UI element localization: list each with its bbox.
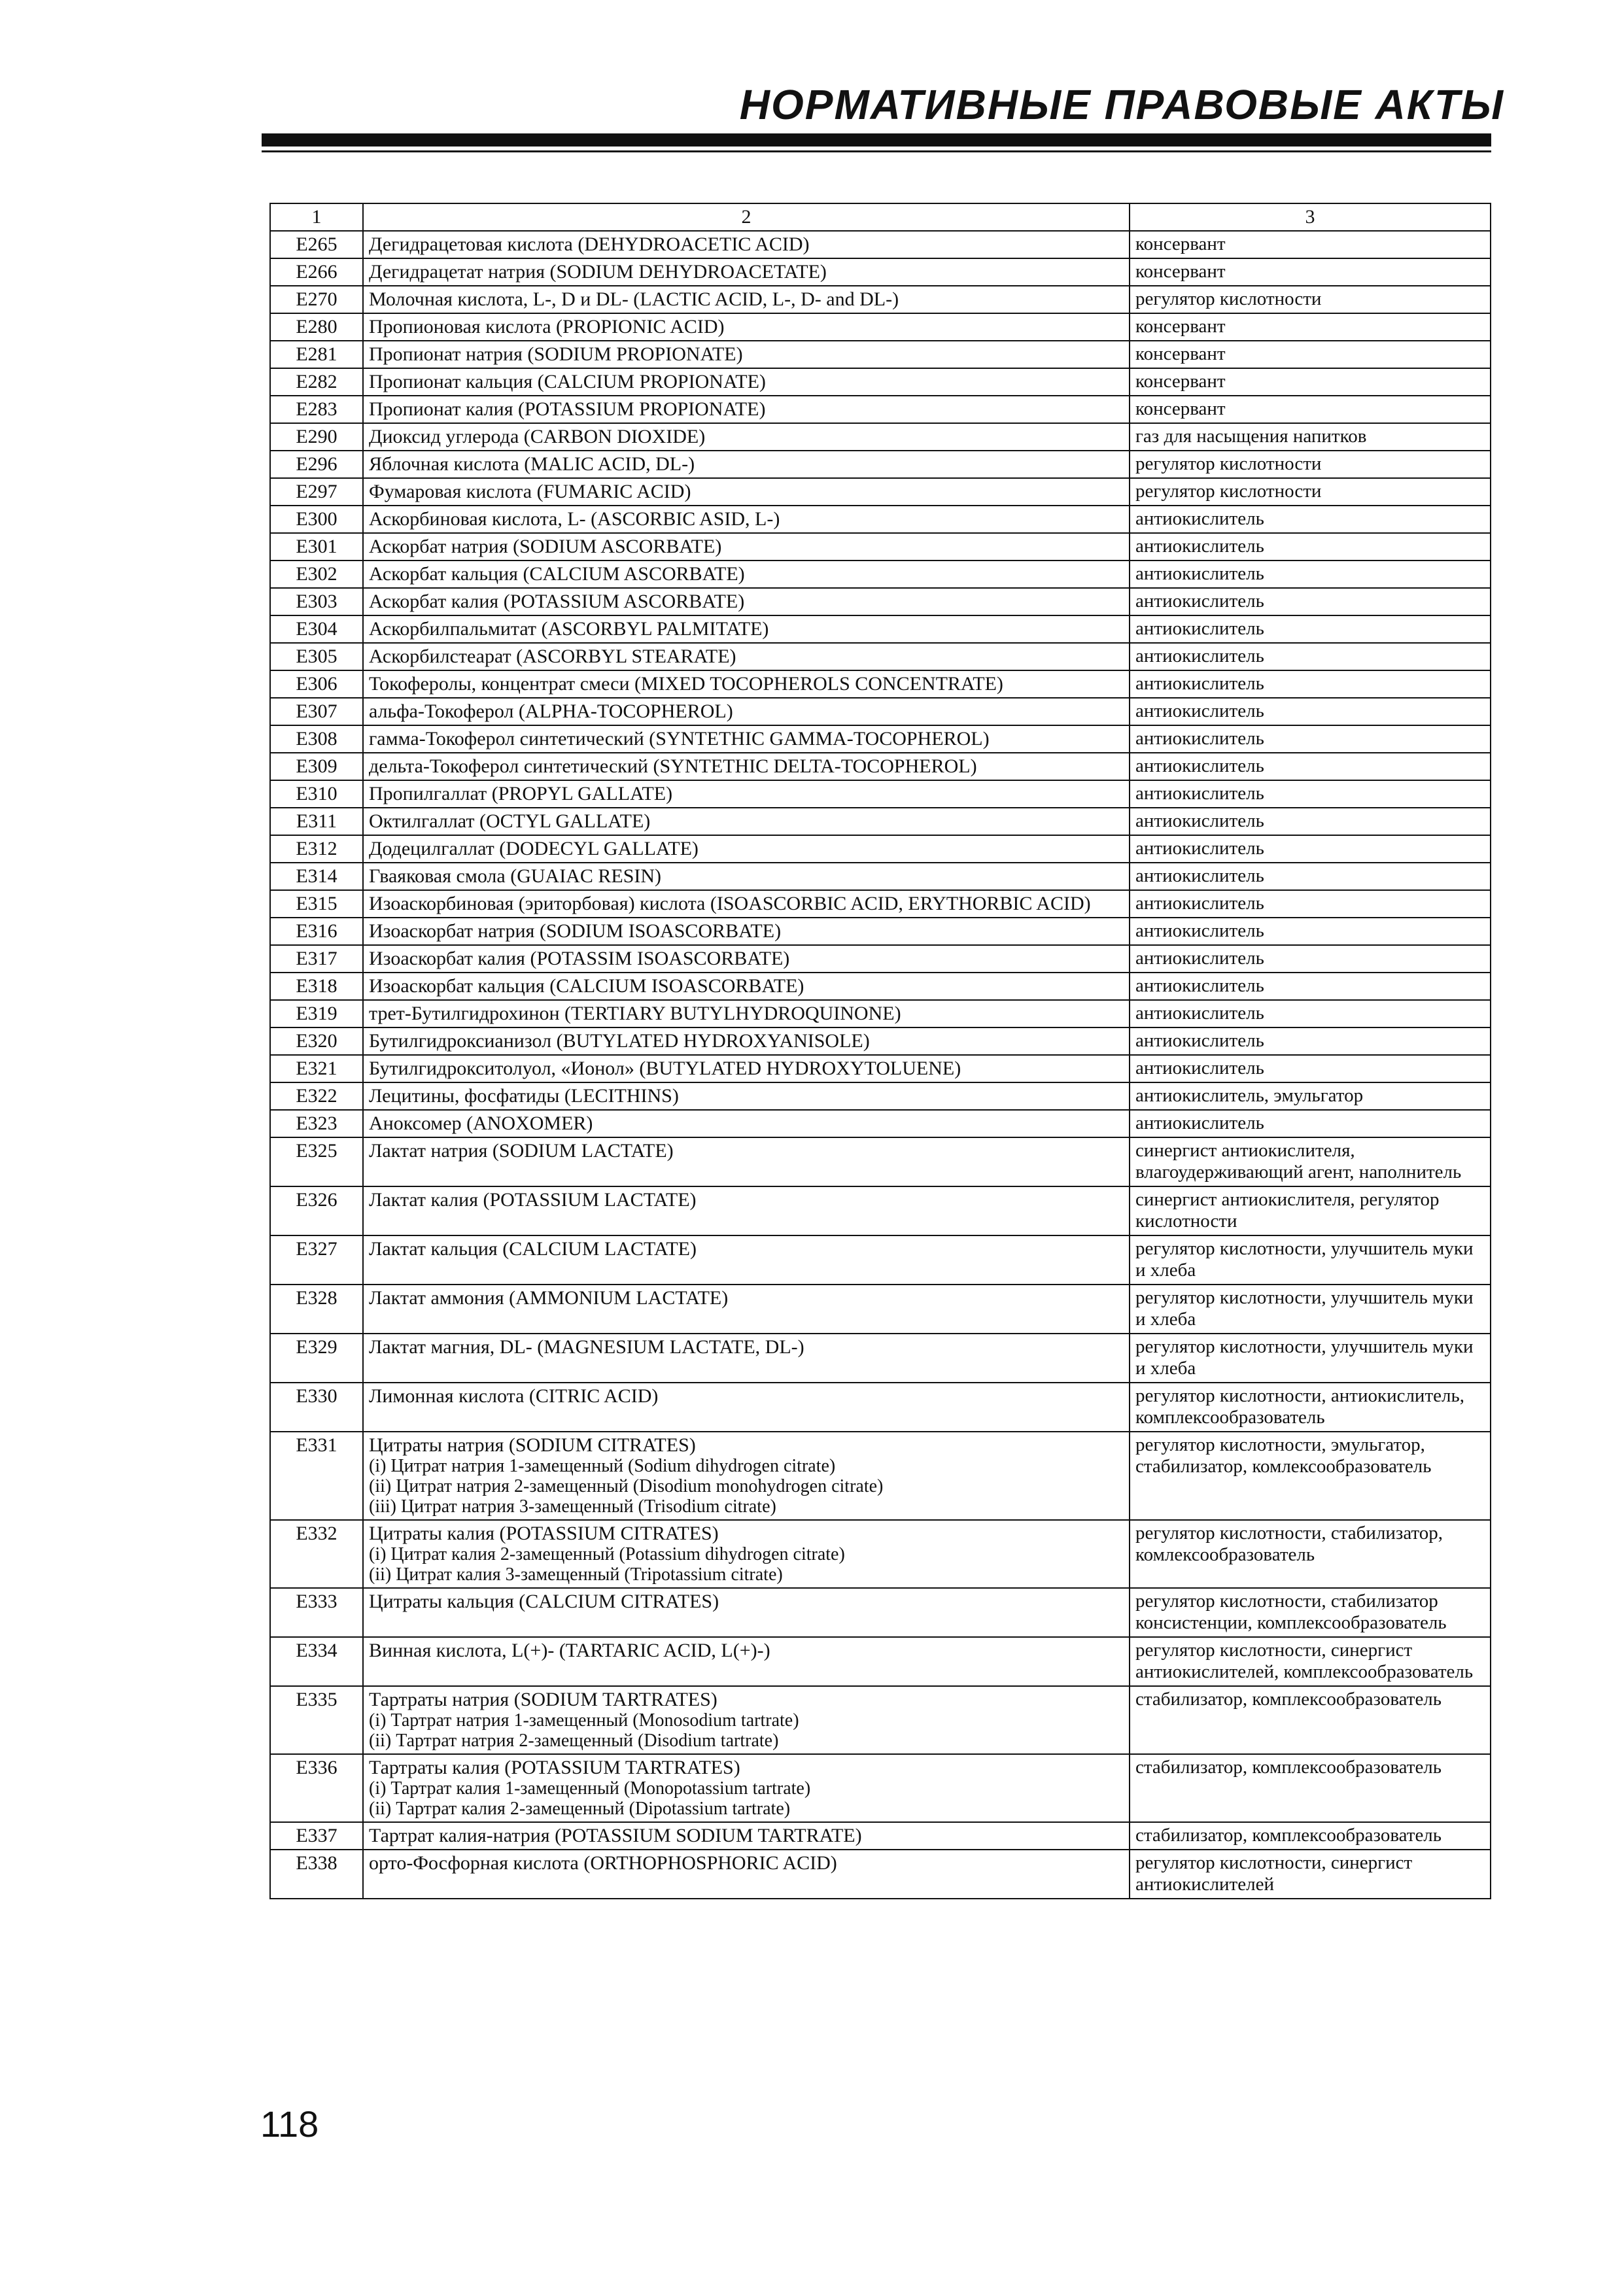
additive-name: Аскорбат натрия (SODIUM ASCORBATE) (369, 536, 722, 557)
additive-function: регулятор кислотности, антиокислитель, комплексообразователь (1130, 1383, 1491, 1432)
additive-name: Изоаскорбиновая (эриторбовая) кислота (ISOASCORBIC ACID, ERYTHORBIC ACID) (369, 893, 1091, 914)
additive-function: консервант (1130, 231, 1491, 258)
additives-table (269, 203, 1491, 1899)
additive-name-cell (363, 561, 1130, 588)
additive-subtype: (ii) Тартрат натрия 2-замещенный (Disodium tartrate) (369, 1731, 779, 1751)
additive-code: E310 (270, 780, 363, 808)
additive-function: стабилизатор, комплексообразователь (1130, 1822, 1491, 1850)
additive-code: E330 (270, 1383, 363, 1432)
additive-name: Фумаровая кислота (FUMARIC ACID) (369, 481, 691, 502)
additive-name-cell (363, 341, 1130, 368)
additive-function: регулятор кислотности, стабилизатор, комлексообразователь (1130, 1520, 1491, 1588)
additive-code: E321 (270, 1055, 363, 1082)
additive-name-cell (363, 451, 1130, 478)
additive-function: антиокислитель (1130, 698, 1491, 725)
additive-code: E314 (270, 863, 363, 890)
additive-code: E305 (270, 643, 363, 670)
table-row (270, 396, 1491, 423)
additive-code: E301 (270, 533, 363, 561)
additive-name: Тартраты натрия (SODIUM TARTRATES) (369, 1689, 717, 1710)
additive-name: Тартраты калия (POTASSIUM TARTRATES) (369, 1757, 740, 1778)
additive-name: Додецилгаллат (DODECYL GALLATE) (369, 838, 699, 859)
additive-code: E304 (270, 615, 363, 643)
additive-subtype: (i) Тартрат натрия 1-замещенный (Monosodium tartrate) (369, 1710, 799, 1731)
additive-name-cell (363, 918, 1130, 945)
table-row (270, 1334, 1491, 1383)
additive-name-cell (363, 1000, 1130, 1027)
table-row (270, 506, 1491, 533)
additive-name-cell (363, 945, 1130, 973)
additive-name-cell (363, 423, 1130, 451)
additive-name-cell (363, 1082, 1130, 1110)
table-row (270, 1588, 1491, 1637)
table-row (270, 231, 1491, 258)
additive-name: Лактат кальция (CALCIUM LACTATE) (369, 1238, 697, 1260)
additive-name: дельта-Токоферол синтетический (SYNTETHIC DELTA-TOCOPHEROL) (369, 755, 977, 777)
additive-name: альфа-Токоферол (ALPHA-TOCOPHEROL) (369, 700, 733, 722)
additive-name: Диоксид углерода (CARBON DIOXIDE) (369, 426, 706, 447)
additive-function: регулятор кислотности, синергист антиокислителей, комплексообразователь (1130, 1637, 1491, 1686)
additive-code: E280 (270, 313, 363, 341)
additive-name-cell (363, 1027, 1130, 1055)
additive-function: синергист антиокислителя, влагоудерживающий агент, наполнитель (1130, 1137, 1491, 1186)
header-rule (262, 133, 1491, 147)
additive-code: E331 (270, 1432, 363, 1520)
additive-code: E323 (270, 1110, 363, 1137)
additive-name-cell (363, 1186, 1130, 1235)
additive-name: Цитраты кальция (CALCIUM CITRATES) (369, 1591, 719, 1612)
additive-name-cell (363, 1383, 1130, 1432)
additive-code: E283 (270, 396, 363, 423)
additive-code: E326 (270, 1186, 363, 1235)
additive-name: Лактат аммония (AMMONIUM LACTATE) (369, 1287, 729, 1309)
column-header-2: 2 (363, 203, 1130, 231)
additive-name-cell (363, 863, 1130, 890)
additive-name-cell (363, 1637, 1130, 1686)
additive-name-cell (363, 615, 1130, 643)
additive-name-cell (363, 1588, 1130, 1637)
additive-name-cell (363, 313, 1130, 341)
table-row (270, 533, 1491, 561)
additive-function: консервант (1130, 368, 1491, 396)
additive-name: Дегидрацетат натрия (SODIUM DEHYDROACETATE) (369, 261, 827, 283)
additive-function: антиокислитель (1130, 643, 1491, 670)
additive-name-cell (363, 753, 1130, 780)
table-row (270, 1754, 1491, 1822)
table-row (270, 918, 1491, 945)
additive-name-cell (363, 643, 1130, 670)
additive-name: Пропионат натрия (SODIUM PROPIONATE) (369, 343, 743, 365)
additive-code: E332 (270, 1520, 363, 1588)
additive-subtype: (ii) Тартрат калия 2-замещенный (Dipotassium tartrate) (369, 1799, 791, 1819)
table-row (270, 423, 1491, 451)
page-number: 118 (260, 2103, 319, 2145)
additive-function: антиокислитель (1130, 1027, 1491, 1055)
additive-name: Лимонная кислота (CITRIC ACID) (369, 1385, 659, 1407)
additive-code: E312 (270, 835, 363, 863)
table-row (270, 753, 1491, 780)
additive-code: E300 (270, 506, 363, 533)
additive-name-cell (363, 368, 1130, 396)
additive-function: газ для насыщения напитков (1130, 423, 1491, 451)
header-rule-thin (262, 150, 1491, 152)
table-row (270, 1110, 1491, 1137)
additive-name: Бутилгидрокситолуол, «Ионол» (BUTYLATED HYDROXYTOLUENE) (369, 1058, 961, 1079)
additive-name-cell (363, 1235, 1130, 1285)
additive-name-cell (363, 1432, 1130, 1520)
additive-name: трет-Бутилгидрохинон (TERTIARY BUTYLHYDROQUINONE) (369, 1003, 901, 1024)
additive-name-cell (363, 725, 1130, 753)
additive-code: E335 (270, 1686, 363, 1754)
additive-subtype: (ii) Цитрат калия 3-замещенный (Tripotassium citrate) (369, 1564, 783, 1585)
additive-name: Лецитины, фосфатиды (LECITHINS) (369, 1085, 679, 1107)
additive-code: E327 (270, 1235, 363, 1285)
additive-function: регулятор кислотности, улучшитель муки и хлеба (1130, 1285, 1491, 1334)
table-row (270, 1520, 1491, 1588)
table-row (270, 1027, 1491, 1055)
additive-name: Пропилгаллат (PROPYL GALLATE) (369, 783, 673, 804)
additive-name: Аскорбиновая кислота, L- (ASCORBIC ASID, L-) (369, 508, 780, 530)
additive-function: регулятор кислотности (1130, 286, 1491, 313)
additive-code: E320 (270, 1027, 363, 1055)
additive-subtype: (iii) Цитрат натрия 3-замещенный (Trisodium citrate) (369, 1496, 776, 1517)
table-row (270, 368, 1491, 396)
table-row (270, 1637, 1491, 1686)
additive-function: антиокислитель (1130, 506, 1491, 533)
additive-function: антиокислитель (1130, 753, 1491, 780)
additive-name-cell (363, 1822, 1130, 1850)
table-row (270, 341, 1491, 368)
table-row (270, 890, 1491, 918)
additive-code: E302 (270, 561, 363, 588)
additive-name: Изоаскорбат натрия (SODIUM ISOASCORBATE) (369, 920, 782, 942)
additive-name: Цитраты натрия (SODIUM CITRATES) (369, 1434, 696, 1456)
table-row (270, 1186, 1491, 1235)
additive-name-cell (363, 698, 1130, 725)
additive-name-cell (363, 1334, 1130, 1383)
table-row (270, 725, 1491, 753)
table-row (270, 1000, 1491, 1027)
additive-function: антиокислитель (1130, 1055, 1491, 1082)
additive-code: E311 (270, 808, 363, 835)
table-row (270, 643, 1491, 670)
additive-function: антиокислитель (1130, 808, 1491, 835)
table-row (270, 478, 1491, 506)
table-row (270, 286, 1491, 313)
table-row (270, 588, 1491, 615)
additive-code: E297 (270, 478, 363, 506)
additive-name: Гваяковая смола (GUAIAC RESIN) (369, 865, 662, 887)
additive-code: E270 (270, 286, 363, 313)
additive-function: антиокислитель (1130, 533, 1491, 561)
additive-name: Цитраты калия (POTASSIUM CITRATES) (369, 1523, 719, 1544)
additive-code: E336 (270, 1754, 363, 1822)
table-row (270, 451, 1491, 478)
additive-name: Лактат натрия (SODIUM LACTATE) (369, 1140, 674, 1162)
additive-code: E317 (270, 945, 363, 973)
additive-name-cell (363, 835, 1130, 863)
additive-name-cell (363, 533, 1130, 561)
additive-name-cell (363, 890, 1130, 918)
additive-name: Молочная кислота, L-, D и DL- (LACTIC ACID, L-, D- and DL-) (369, 288, 899, 310)
column-header-1: 1 (270, 203, 363, 231)
additive-name-cell (363, 670, 1130, 698)
additive-code: E281 (270, 341, 363, 368)
page-header-title: НОРМАТИВНЫЕ ПРАВОВЫЕ АКТЫ (739, 81, 1504, 128)
additive-function: стабилизатор, комплексообразователь (1130, 1686, 1491, 1754)
additive-code: E309 (270, 753, 363, 780)
additive-name-cell (363, 1055, 1130, 1082)
table-row (270, 258, 1491, 286)
additive-name: Пропионовая кислота (PROPIONIC ACID) (369, 316, 725, 337)
additive-function: антиокислитель (1130, 1110, 1491, 1137)
additive-subtype: (i) Цитрат натрия 1-замещенный (Sodium dihydrogen citrate) (369, 1456, 836, 1476)
additive-subtype: (ii) Цитрат натрия 2-замещенный (Disodium monohydrogen citrate) (369, 1476, 884, 1496)
additive-function: антиокислитель, эмульгатор (1130, 1082, 1491, 1110)
additive-name: Аскорбилпальмитат (ASCORBYL PALMITATE) (369, 618, 769, 640)
table-row (270, 835, 1491, 863)
additive-function: антиокислитель (1130, 890, 1491, 918)
additive-function: регулятор кислотности, стабилизатор консистенции, комплексообразователь (1130, 1588, 1491, 1637)
additive-code: E322 (270, 1082, 363, 1110)
additive-subtype: (i) Цитрат калия 2-замещенный (Potassium dihydrogen citrate) (369, 1544, 845, 1564)
table-row (270, 615, 1491, 643)
additive-function: антиокислитель (1130, 615, 1491, 643)
additive-function: антиокислитель (1130, 725, 1491, 753)
additive-name: Октилгаллат (OCTYL GALLATE) (369, 810, 651, 832)
additive-function: антиокислитель (1130, 945, 1491, 973)
additive-function: антиокислитель (1130, 561, 1491, 588)
table-row (270, 1686, 1491, 1754)
additive-name: Лактат калия (POTASSIUM LACTATE) (369, 1189, 697, 1211)
table-row (270, 1822, 1491, 1850)
additive-function: регулятор кислотности (1130, 478, 1491, 506)
additive-function: антиокислитель (1130, 973, 1491, 1000)
additive-name-cell (363, 1754, 1130, 1822)
table-row (270, 1137, 1491, 1186)
table-header-row (270, 203, 1491, 231)
additive-code: E319 (270, 1000, 363, 1027)
additive-function: регулятор кислотности (1130, 451, 1491, 478)
table-row (270, 1082, 1491, 1110)
table-row (270, 780, 1491, 808)
additive-name-cell (363, 1137, 1130, 1186)
additive-code: E306 (270, 670, 363, 698)
additive-name: Аноксомер (ANOXOMER) (369, 1113, 593, 1134)
additive-name: Аскорбат калия (POTASSIUM ASCORBATE) (369, 591, 745, 612)
additive-function: стабилизатор, комплексообразователь (1130, 1754, 1491, 1822)
additive-name: Винная кислота, L(+)- (TARTARIC ACID, L(+)-) (369, 1640, 770, 1661)
table-row (270, 1383, 1491, 1432)
additive-name: Бутилгидроксианизол (BUTYLATED HYDROXYANISOLE) (369, 1030, 870, 1052)
table-row (270, 670, 1491, 698)
additive-name-cell (363, 588, 1130, 615)
additive-code: E282 (270, 368, 363, 396)
additive-name-cell (363, 396, 1130, 423)
additive-code: E325 (270, 1137, 363, 1186)
additive-name-cell (363, 1285, 1130, 1334)
additive-function: антиокислитель (1130, 780, 1491, 808)
additive-code: E266 (270, 258, 363, 286)
additive-name: Лактат магния, DL- (MAGNESIUM LACTATE, DL-) (369, 1336, 804, 1358)
additive-code: E303 (270, 588, 363, 615)
additive-name: Тартрат калия-натрия (POTASSIUM SODIUM TARTRATE) (369, 1825, 862, 1846)
additive-function: синергист антиокислителя, регулятор кислотности (1130, 1186, 1491, 1235)
additive-code: E290 (270, 423, 363, 451)
table-row (270, 698, 1491, 725)
additive-name-cell (363, 506, 1130, 533)
additive-name-cell (363, 478, 1130, 506)
additive-code: E333 (270, 1588, 363, 1637)
additive-code: E338 (270, 1850, 363, 1899)
additive-name: Пропионат калия (POTASSIUM PROPIONATE) (369, 398, 766, 420)
additive-name-cell (363, 231, 1130, 258)
additive-function: регулятор кислотности, синергист антиокислителей (1130, 1850, 1491, 1899)
additive-name-cell (363, 973, 1130, 1000)
additive-name-cell (363, 286, 1130, 313)
additive-name-cell (363, 1110, 1130, 1137)
table-row (270, 561, 1491, 588)
table-row (270, 863, 1491, 890)
additive-name: Яблочная кислота (MALIC ACID, DL-) (369, 453, 695, 475)
additive-code: E334 (270, 1637, 363, 1686)
additive-name-cell (363, 1686, 1130, 1754)
additive-name: Изоаскорбат калия (POTASSIM ISOASCORBATE) (369, 948, 790, 969)
additive-name-cell (363, 780, 1130, 808)
additive-code: E328 (270, 1285, 363, 1334)
additive-function: антиокислитель (1130, 670, 1491, 698)
additive-function: регулятор кислотности, улучшитель муки и хлеба (1130, 1235, 1491, 1285)
additive-function: консервант (1130, 341, 1491, 368)
table-row (270, 1285, 1491, 1334)
additive-name: Токоферолы, концентрат смеси (MIXED TOCOPHEROLS CONCENTRATE) (369, 673, 1003, 695)
table-row (270, 973, 1491, 1000)
additive-code: E308 (270, 725, 363, 753)
additive-function: регулятор кислотности, эмульгатор, стабилизатор, комлексообразователь (1130, 1432, 1491, 1520)
additive-code: E315 (270, 890, 363, 918)
table-row (270, 1055, 1491, 1082)
additive-function: антиокислитель (1130, 863, 1491, 890)
additive-function: антиокислитель (1130, 1000, 1491, 1027)
table-row (270, 1432, 1491, 1520)
table-row (270, 313, 1491, 341)
additive-name: Аскорбилстеарат (ASCORBYL STEARATE) (369, 646, 736, 667)
additive-name-cell (363, 1850, 1130, 1899)
additive-name: гамма-Токоферол синтетический (SYNTETHIC GAMMA-TOCOPHEROL) (369, 728, 990, 750)
additive-name: Пропионат кальция (CALCIUM PROPIONATE) (369, 371, 766, 392)
additive-code: E307 (270, 698, 363, 725)
additive-function: регулятор кислотности, улучшитель муки и хлеба (1130, 1334, 1491, 1383)
table-row (270, 1850, 1491, 1899)
additive-function: консервант (1130, 396, 1491, 423)
additive-code: E296 (270, 451, 363, 478)
additive-subtype: (i) Тартрат калия 1-замещенный (Monopotassium tartrate) (369, 1778, 811, 1799)
additive-name-cell (363, 258, 1130, 286)
additive-function: консервант (1130, 258, 1491, 286)
table-row (270, 808, 1491, 835)
additive-name: Аскорбат кальция (CALCIUM ASCORBATE) (369, 563, 745, 585)
additive-function: антиокислитель (1130, 835, 1491, 863)
table-row (270, 1235, 1491, 1285)
additive-code: E318 (270, 973, 363, 1000)
table-row (270, 945, 1491, 973)
additive-code: E265 (270, 231, 363, 258)
additive-name: Дегидрацетовая кислота (DEHYDROACETIC ACID) (369, 233, 810, 255)
additive-function: антиокислитель (1130, 918, 1491, 945)
column-header-3: 3 (1130, 203, 1491, 231)
additive-code: E316 (270, 918, 363, 945)
additive-code: E329 (270, 1334, 363, 1383)
additive-name: орто-Фосфорная кислота (ORTHOPHOSPHORIC ACID) (369, 1852, 837, 1874)
additive-code: E337 (270, 1822, 363, 1850)
additive-function: консервант (1130, 313, 1491, 341)
additive-name: Изоаскорбат кальция (CALCIUM ISOASCORBATE) (369, 975, 804, 997)
additive-name-cell (363, 1520, 1130, 1588)
additive-name-cell (363, 808, 1130, 835)
additive-function: антиокислитель (1130, 588, 1491, 615)
